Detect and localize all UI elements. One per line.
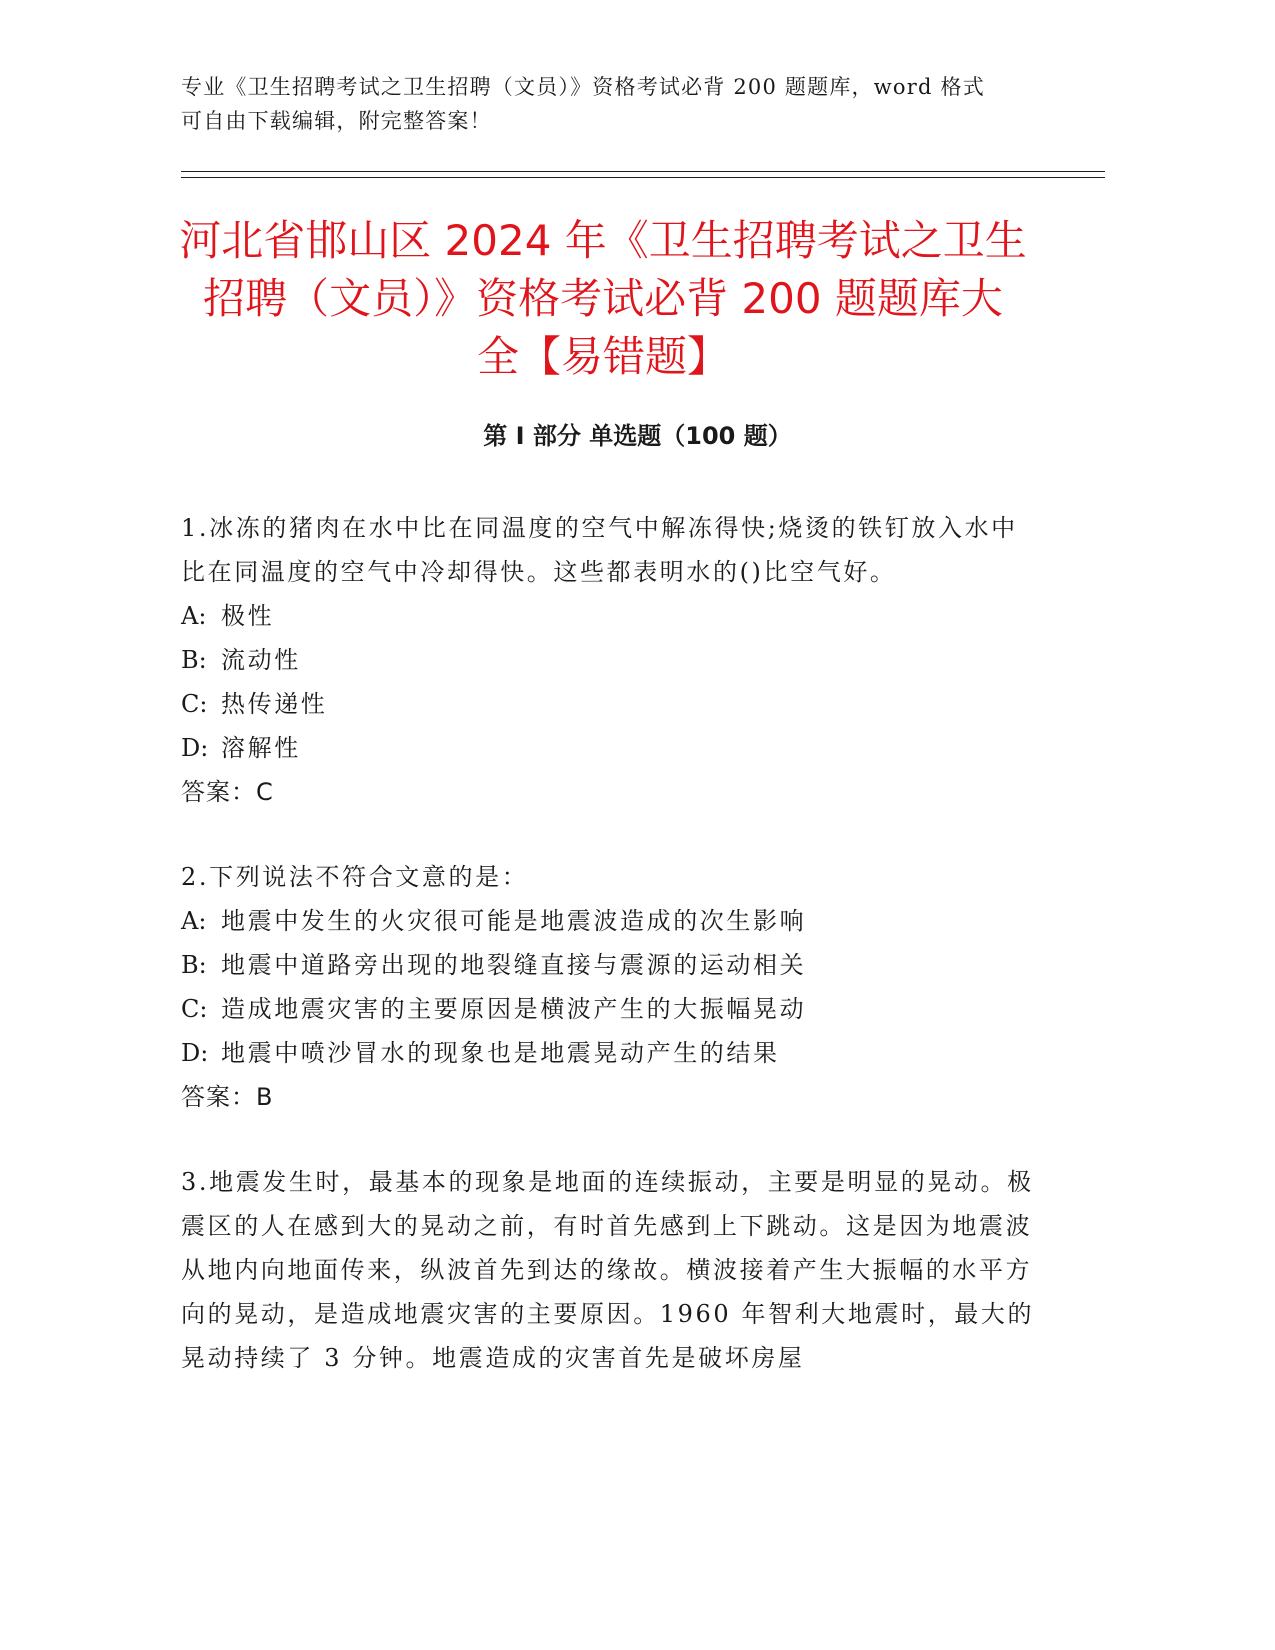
option-text: 溶解性: [221, 734, 301, 762]
option-text: 地震中发生的火灾很可能是地震波造成的次生影响: [221, 907, 807, 935]
option-text: 流动性: [221, 646, 301, 674]
question-stem: 3.地震发生时，最基本的现象是地面的连续振动，主要是明显的晃动。极震区的人在感到大的晃动之前，有时首先感到上下跳动。这是因为地震波从地内向地面传来，纵波首先到达的缘故。横波接着产生大振幅的水平方向的晃动，是造成地震灾害的主要原因。1960 年智利大地震时，最大的晃动持续了 3 分钟。地震造成的灾害首先是破坏房屋: [181, 1168, 1035, 1372]
option-label: A:: [181, 602, 207, 630]
option-label: D:: [181, 1039, 209, 1067]
option-text: 极性: [221, 602, 275, 630]
question-1: [181, 506, 1041, 814]
option-c: [181, 682, 1041, 726]
answer: 答案：B: [181, 1083, 274, 1111]
option-text: 地震中道路旁出现的地裂缝直接与震源的运动相关: [221, 951, 807, 979]
option-text: 造成地震灾害的主要原因是横波产生的大振幅晃动: [221, 995, 807, 1023]
option-text: 地震中喷沙冒水的现象也是地震晃动产生的结果: [221, 1039, 780, 1067]
header-line-2: 可自由下载编辑，附完整答案！: [181, 109, 492, 133]
answer: 答案：C: [181, 778, 274, 806]
title-line-2: 招聘（文员）》资格考试必背 200 题题库大: [203, 274, 1003, 323]
question-stem: 1.冰冻的猪肉在水中比在同温度的空气中解冻得快;烧烫的铁钉放入水中比在同温度的空气中冷却得快。这些都表明水的()比空气好。: [181, 514, 1018, 586]
section-heading: 第 I 部分 单选题（100 题）: [483, 422, 792, 450]
option-label: C:: [181, 995, 208, 1023]
option-text: 热传递性: [221, 690, 328, 718]
document-header: [181, 70, 1041, 138]
option-label: C:: [181, 690, 208, 718]
title-line-1: 河北省邯山区 2024 年《卫生招聘考试之卫生: [179, 216, 1027, 265]
option-b: [181, 638, 1041, 682]
question-3: [181, 1160, 1041, 1380]
title-line-3: 全【易错题】: [476, 332, 729, 381]
option-d: [181, 1031, 1041, 1075]
question-2: [181, 855, 1041, 1119]
document-title: [160, 212, 1046, 386]
option-label: B:: [181, 951, 207, 979]
option-b: [181, 943, 1041, 987]
question-stem: 2.下列说法不符合文意的是：: [181, 863, 529, 891]
option-a: [181, 899, 1041, 943]
header-divider-top: [181, 171, 1105, 172]
option-label: B:: [181, 646, 207, 674]
option-label: A:: [181, 907, 207, 935]
option-c: [181, 987, 1041, 1031]
question-list: [181, 506, 1041, 1421]
option-d: [181, 726, 1041, 770]
header-divider-bottom: [181, 177, 1105, 178]
option-label: D:: [181, 734, 209, 762]
option-a: [181, 594, 1041, 638]
header-line-1: 专业《卫生招聘考试之卫生招聘（文员）》资格考试必背 200 题题库，word 格式: [181, 75, 985, 99]
